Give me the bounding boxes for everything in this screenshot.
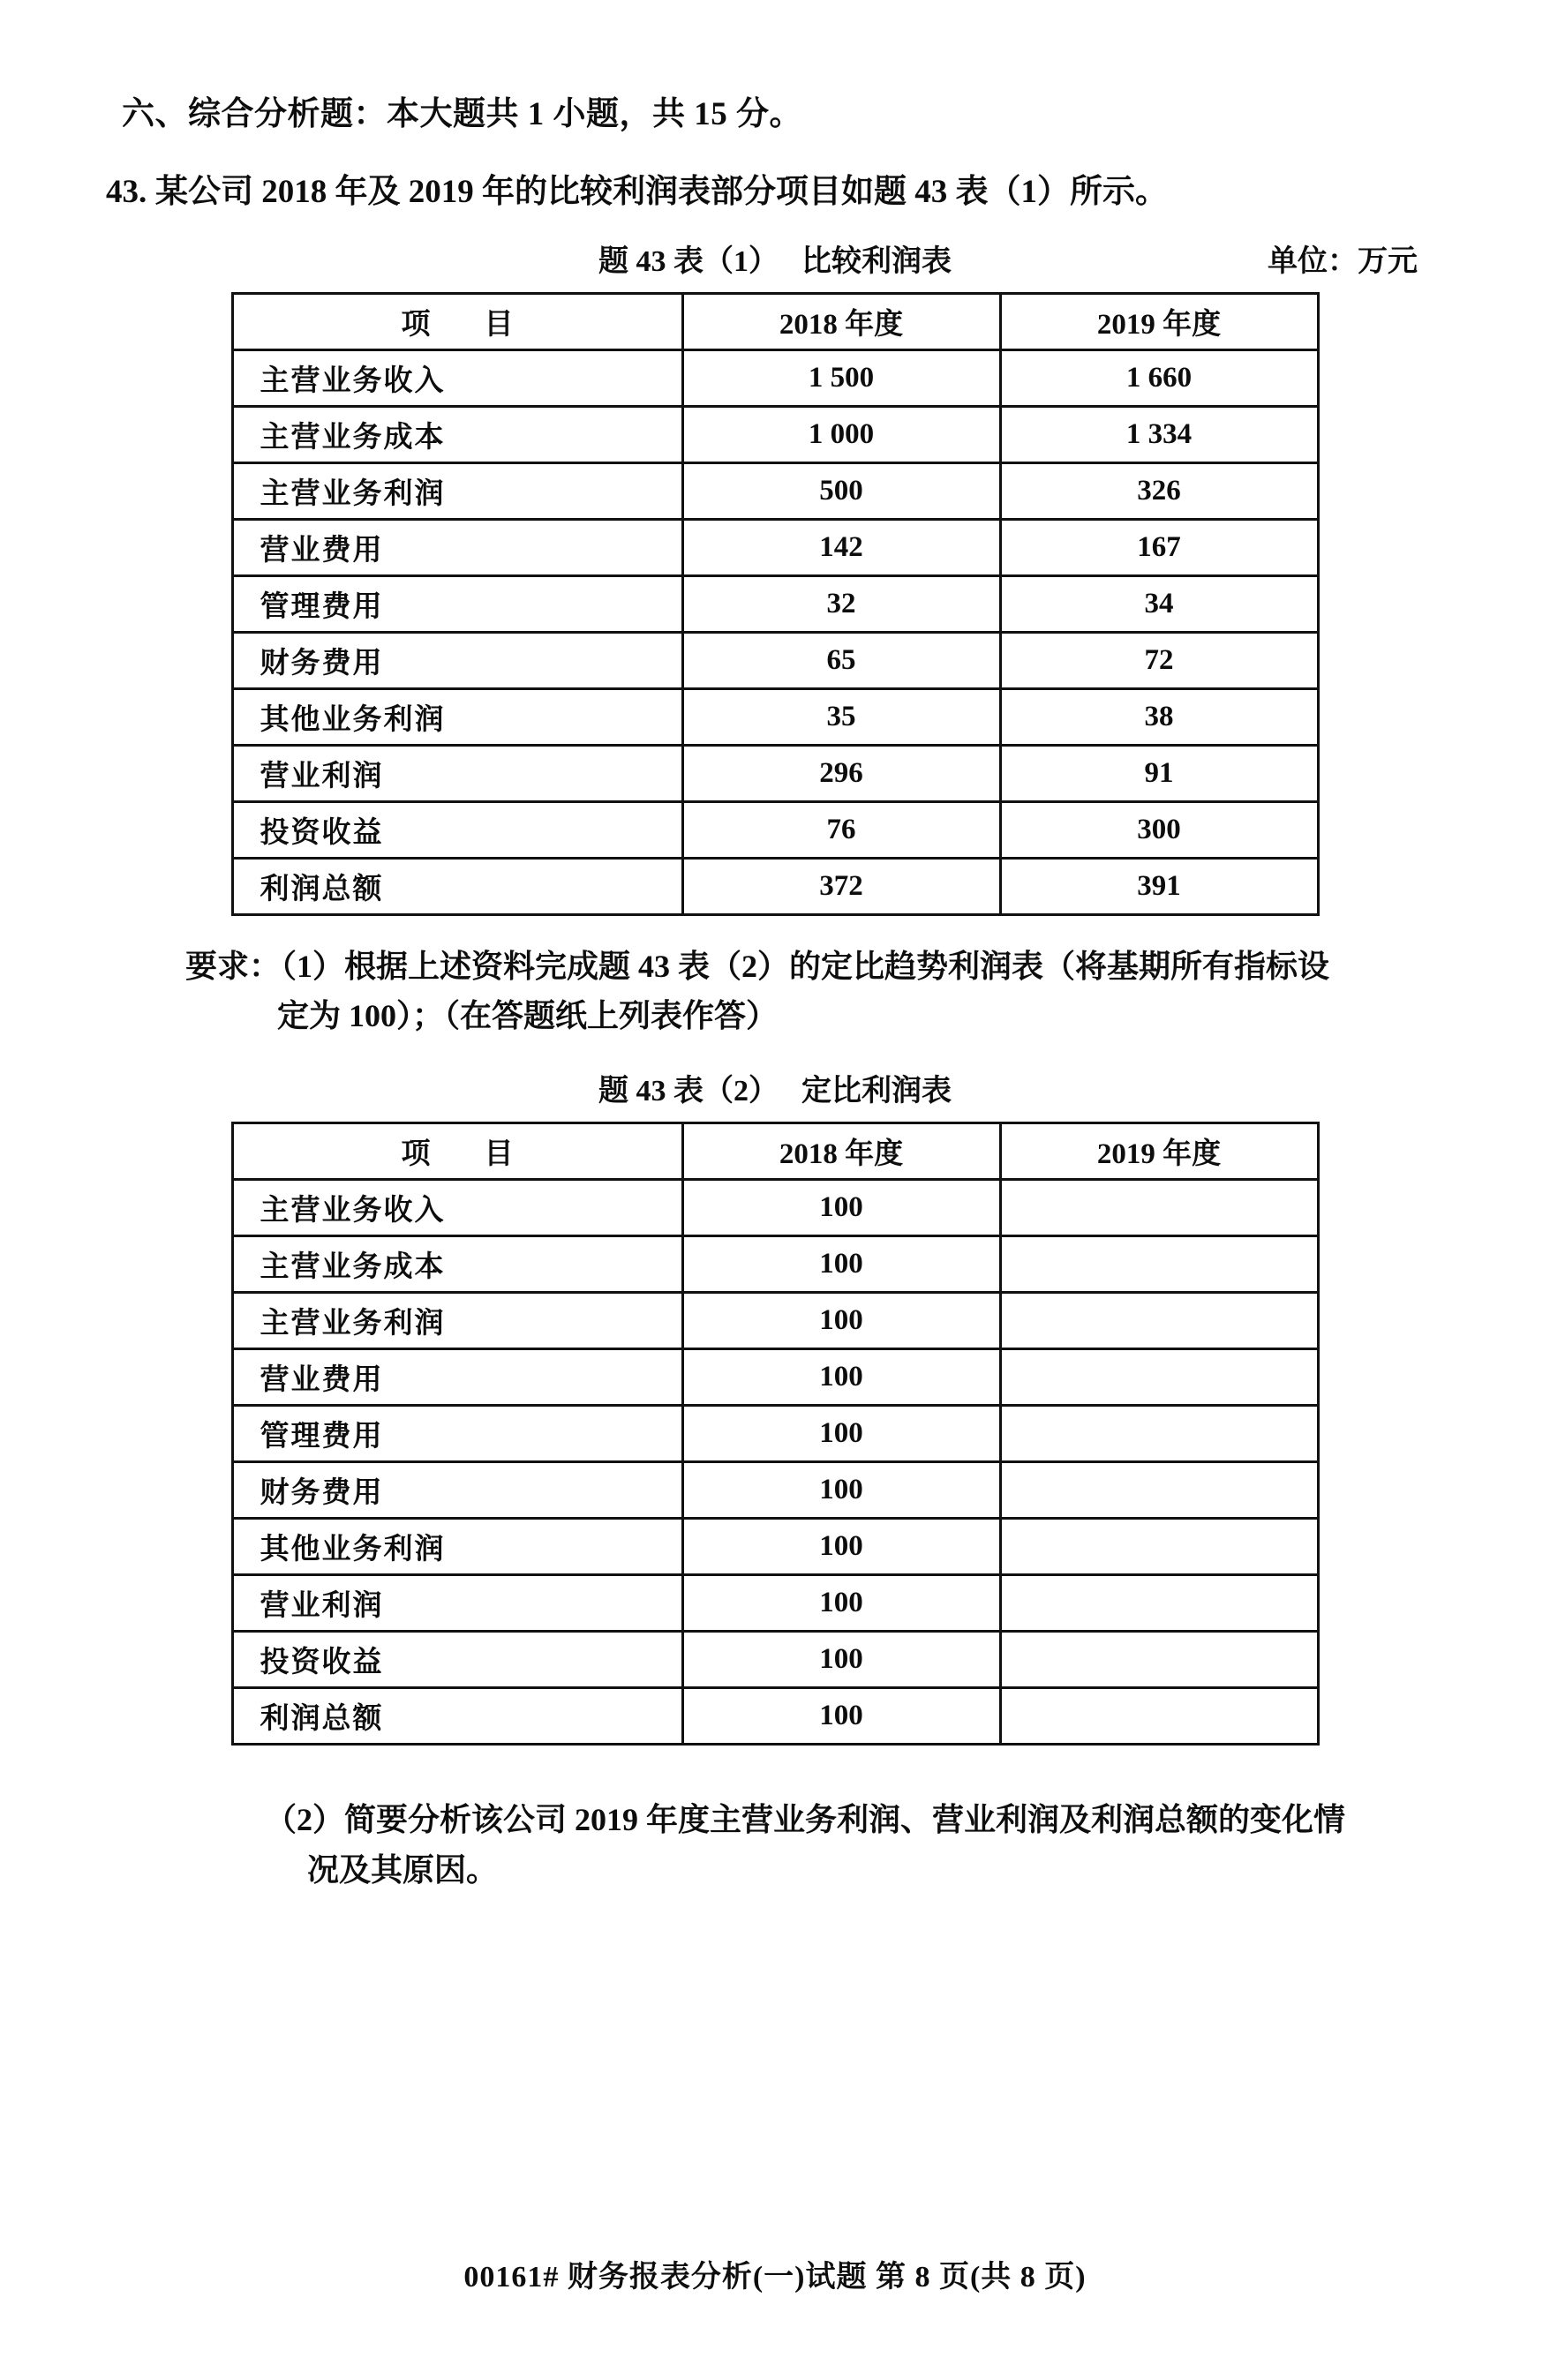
table-row bbox=[232, 1179, 1318, 1235]
row-item: 其他业务利润 bbox=[232, 689, 682, 746]
row-item: 管理费用 bbox=[232, 576, 682, 633]
table-row bbox=[232, 1348, 1318, 1405]
row-item: 主营业务利润 bbox=[232, 1292, 682, 1348]
comparative-income-table bbox=[231, 292, 1320, 916]
table-header-row bbox=[232, 294, 1318, 350]
table2-header-item: 项 目 bbox=[232, 1122, 682, 1179]
row-item: 管理费用 bbox=[232, 1405, 682, 1461]
row-2019: 391 bbox=[1000, 859, 1318, 915]
row-2018: 100 bbox=[682, 1518, 1000, 1574]
table-row bbox=[232, 746, 1318, 802]
table1-header-2019: 2019 年度 bbox=[1000, 294, 1318, 350]
row-2019: 1 334 bbox=[1000, 407, 1318, 463]
row-2019: 167 bbox=[1000, 520, 1318, 576]
row-2018: 296 bbox=[682, 746, 1000, 802]
row-2019: 72 bbox=[1000, 633, 1318, 689]
table-row bbox=[232, 576, 1318, 633]
table1-caption-label: 题 43 表（1） bbox=[598, 245, 779, 278]
requirement-1 bbox=[106, 942, 1444, 1041]
table1-header-2018: 2018 年度 bbox=[682, 294, 1000, 350]
table-row bbox=[232, 1235, 1318, 1292]
row-2018: 100 bbox=[682, 1348, 1000, 1405]
row-2019: 91 bbox=[1000, 746, 1318, 802]
row-2019-blank[interactable] bbox=[1000, 1235, 1318, 1292]
row-2018: 35 bbox=[682, 689, 1000, 746]
row-2018: 100 bbox=[682, 1687, 1000, 1744]
row-2018: 100 bbox=[682, 1631, 1000, 1687]
row-2018: 65 bbox=[682, 633, 1000, 689]
row-2018: 32 bbox=[682, 576, 1000, 633]
row-item: 主营业务利润 bbox=[232, 463, 682, 520]
row-item: 利润总额 bbox=[232, 859, 682, 915]
row-2019: 326 bbox=[1000, 463, 1318, 520]
row-2018: 100 bbox=[682, 1179, 1000, 1235]
page-footer: 00161# 财务报表分析(一)试题 第 8 页(共 8 页) bbox=[463, 2261, 1087, 2294]
table-header-row bbox=[232, 1122, 1318, 1179]
row-2019: 34 bbox=[1000, 576, 1318, 633]
row-2018: 100 bbox=[682, 1574, 1000, 1631]
table-row bbox=[232, 1631, 1318, 1687]
section-heading: 六、综合分析题：本大题共 1 小题，共 15 分。 bbox=[122, 96, 802, 132]
table1-unit: 单位：万元 bbox=[1268, 245, 1418, 278]
row-2019: 300 bbox=[1000, 802, 1318, 859]
row-2018: 100 bbox=[682, 1461, 1000, 1518]
table-row bbox=[232, 1292, 1318, 1348]
row-2019-blank[interactable] bbox=[1000, 1631, 1318, 1687]
row-item: 财务费用 bbox=[232, 1461, 682, 1518]
row-item: 营业利润 bbox=[232, 1574, 682, 1631]
question-text: 某公司 2018 年及 2019 年的比较利润表部分项目如题 43 表（1）所示。 bbox=[155, 174, 1168, 210]
table-row bbox=[232, 520, 1318, 576]
row-item: 营业费用 bbox=[232, 1348, 682, 1405]
question-43 bbox=[106, 164, 1444, 212]
table2-caption bbox=[106, 1066, 1444, 1109]
row-item: 主营业务成本 bbox=[232, 407, 682, 463]
requirement-2-line2: 况及其原因。 bbox=[307, 1852, 499, 1888]
requirement-2-line1: （2）简要分析该公司 2019 年度主营业务利润、营业利润及利润总额的变化情 bbox=[265, 1801, 1346, 1837]
table1-header-item: 项 目 bbox=[232, 294, 682, 350]
table-row bbox=[232, 1518, 1318, 1574]
row-2019-blank[interactable] bbox=[1000, 1574, 1318, 1631]
table-row bbox=[232, 633, 1318, 689]
row-2019-blank[interactable] bbox=[1000, 1179, 1318, 1235]
table-row bbox=[232, 1687, 1318, 1744]
row-2019-blank[interactable] bbox=[1000, 1687, 1318, 1744]
row-2019-blank[interactable] bbox=[1000, 1292, 1318, 1348]
table1-caption-title: 比较利润表 bbox=[801, 245, 952, 278]
table-row bbox=[232, 1405, 1318, 1461]
table-row bbox=[232, 859, 1318, 915]
row-2019-blank[interactable] bbox=[1000, 1348, 1318, 1405]
row-item: 营业利润 bbox=[232, 746, 682, 802]
requirement-2 bbox=[106, 1795, 1444, 1896]
row-2019-blank[interactable] bbox=[1000, 1518, 1318, 1574]
row-item: 营业费用 bbox=[232, 520, 682, 576]
table1-caption bbox=[106, 236, 1444, 280]
row-2018: 142 bbox=[682, 520, 1000, 576]
table-row bbox=[232, 689, 1318, 746]
table2-header-2019: 2019 年度 bbox=[1000, 1122, 1318, 1179]
row-item: 主营业务收入 bbox=[232, 1179, 682, 1235]
row-item: 利润总额 bbox=[232, 1687, 682, 1744]
fixed-base-income-table bbox=[231, 1122, 1320, 1746]
row-2018: 1 500 bbox=[682, 350, 1000, 407]
row-2018: 100 bbox=[682, 1405, 1000, 1461]
table-row bbox=[232, 350, 1318, 407]
row-2018: 1 000 bbox=[682, 407, 1000, 463]
row-2019: 1 660 bbox=[1000, 350, 1318, 407]
table-row bbox=[232, 802, 1318, 859]
question-number: 43. bbox=[106, 174, 147, 210]
table-row bbox=[232, 1574, 1318, 1631]
row-item: 主营业务成本 bbox=[232, 1235, 682, 1292]
row-item: 主营业务收入 bbox=[232, 350, 682, 407]
row-item: 财务费用 bbox=[232, 633, 682, 689]
row-2018: 76 bbox=[682, 802, 1000, 859]
row-2019-blank[interactable] bbox=[1000, 1405, 1318, 1461]
row-2019: 38 bbox=[1000, 689, 1318, 746]
row-2018: 372 bbox=[682, 859, 1000, 915]
row-item: 其他业务利润 bbox=[232, 1518, 682, 1574]
table-row bbox=[232, 407, 1318, 463]
row-2018: 500 bbox=[682, 463, 1000, 520]
table-row bbox=[232, 463, 1318, 520]
table2-header-2018: 2018 年度 bbox=[682, 1122, 1000, 1179]
row-2018: 100 bbox=[682, 1292, 1000, 1348]
table-row bbox=[232, 1461, 1318, 1518]
table2-caption-title: 定比利润表 bbox=[801, 1074, 952, 1107]
row-2019-blank[interactable] bbox=[1000, 1461, 1318, 1518]
row-2018: 100 bbox=[682, 1235, 1000, 1292]
row-item: 投资收益 bbox=[232, 802, 682, 859]
requirement-1-line1: 要求：（1）根据上述资料完成题 43 表（2）的定比趋势利润表（将基期所有指标设 bbox=[185, 949, 1330, 984]
row-item: 投资收益 bbox=[232, 1631, 682, 1687]
table2-caption-label: 题 43 表（2） bbox=[598, 1074, 779, 1107]
requirement-1-line2: 定为 100）；（在答题纸上列表作答） bbox=[277, 997, 779, 1033]
